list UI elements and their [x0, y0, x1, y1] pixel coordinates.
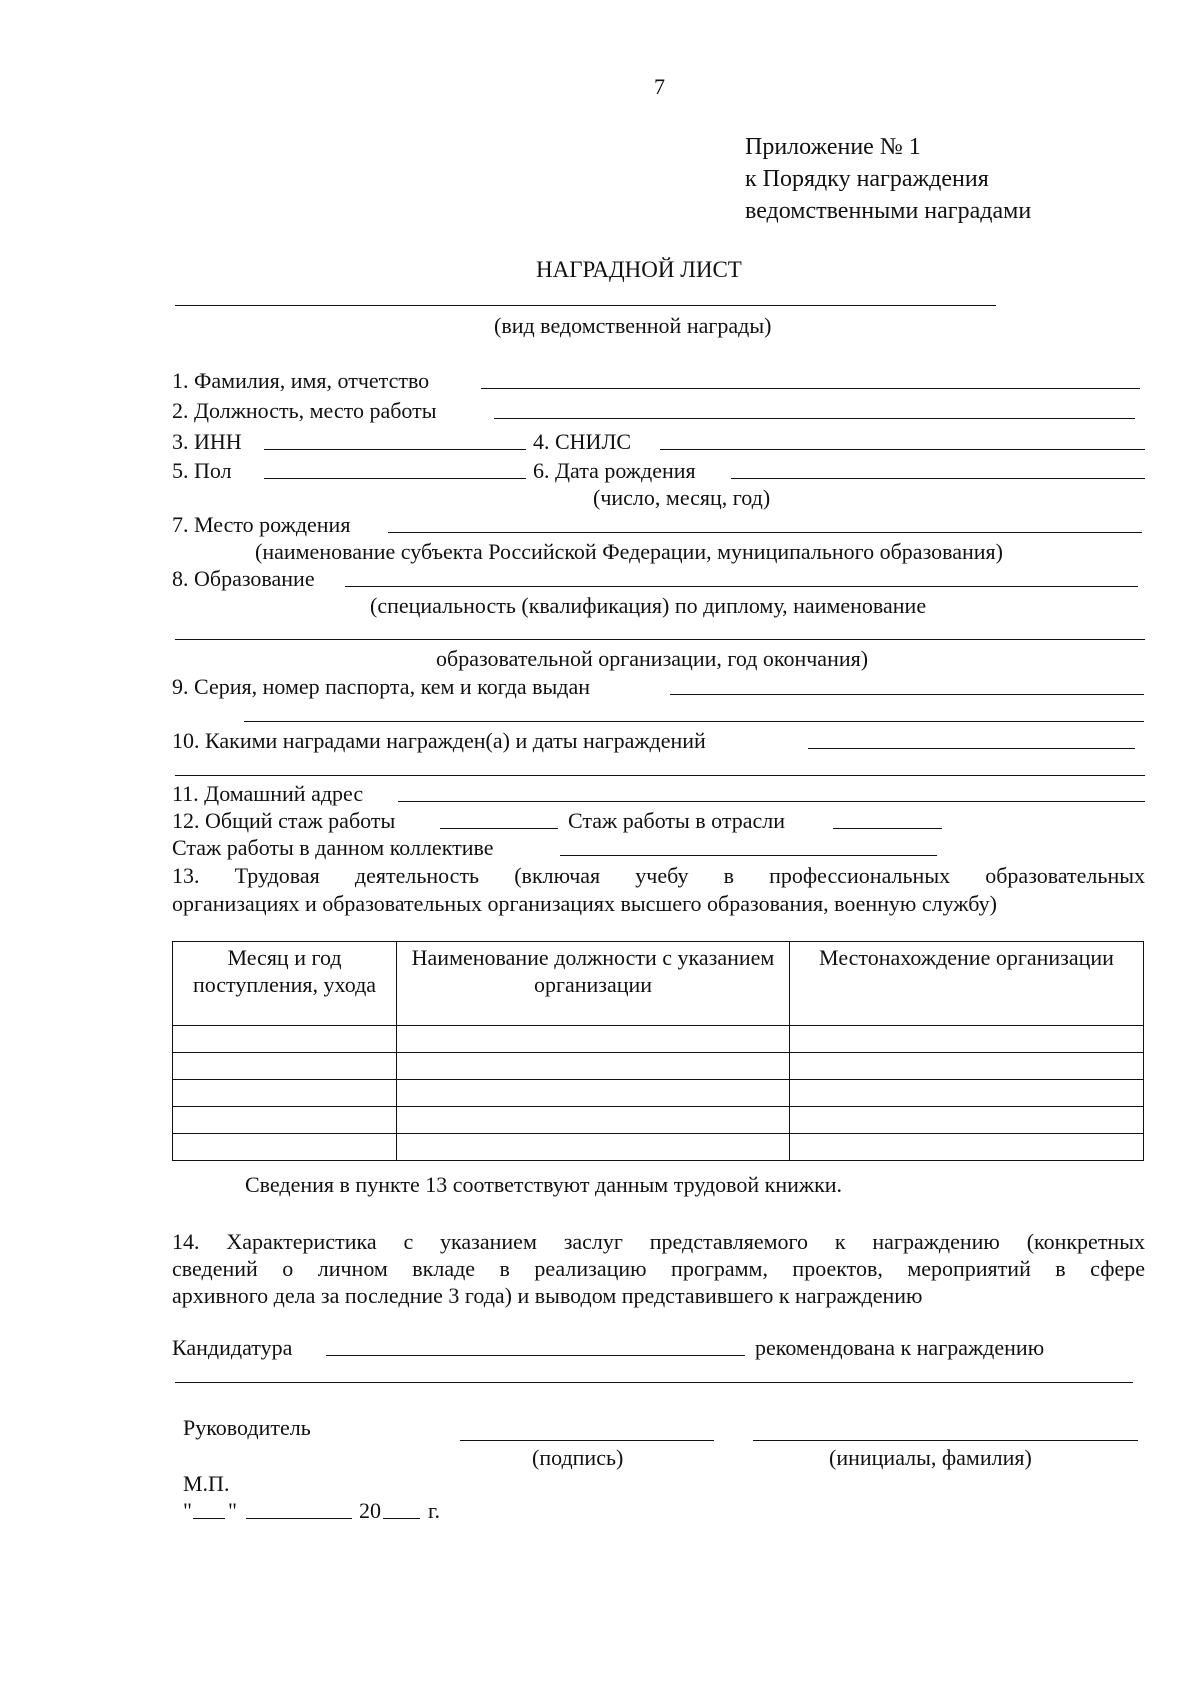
awards-field[interactable]: [808, 748, 1135, 749]
total-experience-field[interactable]: [440, 828, 558, 829]
gender-field[interactable]: [264, 478, 526, 479]
table-row: [173, 1080, 1144, 1107]
characteristic-line-2: сведений о личном вкладе в реализацию программ, проектов, мероприятий в сфере: [172, 1256, 1145, 1281]
table-cell[interactable]: [397, 1134, 790, 1161]
table-row: [173, 1107, 1144, 1134]
date-year-prefix: 20: [359, 1498, 381, 1523]
table-cell[interactable]: [173, 1026, 397, 1053]
candidate-field[interactable]: [326, 1355, 745, 1356]
field-7-label: 7. Место рождения: [172, 512, 351, 537]
inn-field[interactable]: [264, 449, 526, 450]
field-4-label: 4. СНИЛС: [533, 429, 632, 454]
head-label: Руководитель: [183, 1415, 311, 1440]
signature-hint: (подпись): [532, 1445, 624, 1470]
signature-field[interactable]: [460, 1440, 714, 1441]
table-cell[interactable]: [173, 1107, 397, 1134]
education-field-line-2[interactable]: [175, 639, 1145, 640]
position-field[interactable]: [494, 418, 1135, 419]
table-cell[interactable]: [173, 1053, 397, 1080]
industry-experience-field[interactable]: [833, 828, 942, 829]
date-month-field[interactable]: [246, 1518, 352, 1519]
appendix-line-1: Приложение № 1: [745, 134, 921, 160]
date-close-quote: ": [228, 1498, 237, 1523]
education-hint-1: (специальность (квалификация) по диплому, наименование: [370, 593, 927, 618]
field-13-line-2: организациях и образовательных организациях высшего образования, военную службу): [172, 891, 997, 916]
snils-field[interactable]: [660, 449, 1145, 450]
table-row: [173, 1026, 1144, 1053]
field-3-label: 3. ИНН: [172, 429, 242, 454]
name-field[interactable]: [753, 1440, 1138, 1441]
column-header-location: Местонахождение организации: [790, 942, 1144, 1026]
field-5-label: 5. Пол: [172, 458, 232, 483]
field-2-label: 2. Должность, место работы: [172, 398, 437, 423]
field-8-label: 8. Образование: [172, 566, 315, 591]
field-1-label: 1. Фамилия, имя, отчетство: [172, 368, 430, 393]
table-cell[interactable]: [397, 1107, 790, 1134]
characteristic-line-3: архивного дела за последние 3 года) и выводом представившего к награждению: [172, 1283, 923, 1308]
table-row: [173, 1053, 1144, 1080]
appendix-line-2: к Порядку награждения: [745, 166, 989, 192]
table-cell[interactable]: [790, 1107, 1144, 1134]
stamp-label: М.П.: [183, 1471, 230, 1496]
education-hint-2: образовательной организации, год окончания): [436, 646, 869, 671]
birth-date-hint: (число, месяц, год): [593, 485, 771, 510]
date-day-field[interactable]: [193, 1518, 225, 1519]
date-year-suffix: г.: [428, 1498, 441, 1523]
birth-place-hint: (наименование субъекта Российской Федерации, муниципального образования): [255, 539, 1003, 564]
column-header-dates: Месяц и год поступления, ухода: [173, 942, 397, 1026]
passport-field-line-2[interactable]: [244, 721, 1144, 722]
characteristic-line-1: 14. Характеристика с указанием заслуг представляемого к награждению (конкретных: [172, 1229, 1145, 1254]
table-cell[interactable]: [173, 1134, 397, 1161]
candidate-field-line-2[interactable]: [175, 1382, 1133, 1383]
table-cell[interactable]: [397, 1080, 790, 1107]
field-10-label: 10. Какими наградами награжден(а) и даты награждений: [172, 728, 706, 753]
full-name-field[interactable]: [481, 388, 1140, 389]
birth-place-field[interactable]: [388, 532, 1142, 533]
candidate-label: Кандидатура: [172, 1335, 293, 1360]
field-6-label: 6. Дата рождения: [533, 458, 696, 483]
table-cell[interactable]: [397, 1026, 790, 1053]
table-cell[interactable]: [790, 1080, 1144, 1107]
page-number: 7: [654, 74, 665, 99]
table-cell[interactable]: [790, 1134, 1144, 1161]
team-experience-field[interactable]: [560, 855, 937, 856]
field-12-label: 12. Общий стаж работы: [172, 808, 396, 833]
work-history-table: [172, 941, 1144, 1161]
table-cell[interactable]: [790, 1026, 1144, 1053]
table-cell[interactable]: [397, 1053, 790, 1080]
field-13-line-1: 13. Трудовая деятельность (включая учебу в профессиональных образовательных: [172, 863, 1145, 888]
awards-field-line-2[interactable]: [175, 775, 1145, 776]
candidate-suffix: рекомендована к награждению: [755, 1335, 1045, 1360]
team-experience-label: Стаж работы в данном коллективе: [172, 835, 494, 860]
column-header-position: Наименование должности с указанием организации: [397, 942, 790, 1026]
date-year-field[interactable]: [383, 1518, 420, 1519]
field-9-label: 9. Серия, номер паспорта, кем и когда выдан: [172, 674, 591, 699]
award-type-field[interactable]: [175, 305, 996, 306]
address-field[interactable]: [398, 801, 1145, 802]
table-cell[interactable]: [173, 1080, 397, 1107]
table-note: Сведения в пункте 13 соответствуют данным трудовой книжки.: [245, 1172, 843, 1197]
industry-experience-label: Стаж работы в отрасли: [568, 808, 786, 833]
birth-date-field[interactable]: [731, 478, 1145, 479]
appendix-line-3: ведомственными наградами: [745, 198, 1032, 224]
education-field[interactable]: [345, 586, 1138, 587]
table-cell[interactable]: [790, 1053, 1144, 1080]
date-open-quote: ": [183, 1498, 192, 1523]
table-header-row: [173, 942, 1144, 1026]
name-hint: (инициалы, фамилия): [829, 1445, 1032, 1470]
page-title: НАГРАДНОЙ ЛИСТ: [536, 257, 742, 282]
award-type-caption: (вид ведомственной награды): [494, 313, 772, 338]
table-row: [173, 1134, 1144, 1161]
field-11-label: 11. Домашний адрес: [172, 781, 364, 806]
passport-field[interactable]: [670, 694, 1144, 695]
